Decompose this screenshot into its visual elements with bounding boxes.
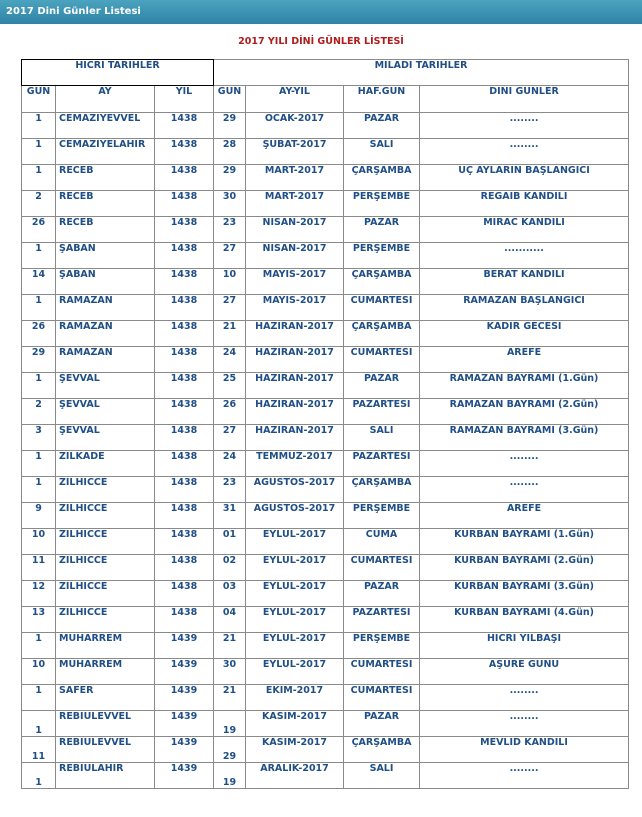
hicri-year-cell: 1438: [155, 113, 214, 139]
weekday-cell: PAZAR: [344, 373, 420, 399]
miladi-day-cell: 23: [214, 217, 246, 243]
hicri-year-cell: 1438: [155, 139, 214, 165]
weekday-cell: CUMARTESİ: [344, 659, 420, 685]
miladi-day-cell: 26: [214, 399, 246, 425]
hicri-month-cell: RAMAZAN: [56, 347, 155, 373]
hicri-month-cell: REBİÜLEVVEL: [56, 711, 155, 737]
table-row: [22, 321, 629, 347]
month-year-cell: HAZİRAN-2017: [246, 347, 344, 373]
miladi-day-cell: 03: [214, 581, 246, 607]
month-year-cell: AĞUSTOS-2017: [246, 503, 344, 529]
miladi-day-cell: 29: [214, 165, 246, 191]
hicri-dates-group-header: HİCRİ TARİHLER: [22, 60, 214, 86]
religious-day-cell: ...........: [420, 243, 629, 269]
table-row: [22, 477, 629, 503]
hicri-month-cell: ZİLHİCCE: [56, 581, 155, 607]
miladi-day-cell: 21: [214, 633, 246, 659]
month-year-cell: ARALIK-2017: [246, 763, 344, 789]
table-body: [22, 113, 629, 789]
table-row: [22, 295, 629, 321]
weekday-cell: PAZARTESİ: [344, 399, 420, 425]
weekday-cell: PAZAR: [344, 113, 420, 139]
religious-day-cell: BERAT KANDİLİ: [420, 269, 629, 295]
religious-day-cell: ........: [420, 113, 629, 139]
weekday-cell: PAZAR: [344, 217, 420, 243]
hicri-month-cell: ZİLHİCCE: [56, 477, 155, 503]
hicri-month-cell: RECEB: [56, 191, 155, 217]
table-row: [22, 165, 629, 191]
month-year-cell: EYLÜL-2017: [246, 659, 344, 685]
religious-day-cell: RAMAZAN BAYRAMI (2.Gün): [420, 399, 629, 425]
religious-day-cell: ........: [420, 685, 629, 711]
weekday-cell: PAZAR: [344, 581, 420, 607]
month-year-cell: AĞUSTOS-2017: [246, 477, 344, 503]
miladi-day-cell: 31: [214, 503, 246, 529]
hicri-year-cell: 1438: [155, 581, 214, 607]
hicri-month-cell: MUHARREM: [56, 659, 155, 685]
hicri-year-cell: 1438: [155, 373, 214, 399]
religious-day-cell: RAMAZAN BAYRAMI (3.Gün): [420, 425, 629, 451]
hicri-day-cell: 12: [22, 581, 56, 607]
hicri-month-cell: RECEB: [56, 217, 155, 243]
religious-day-cell: RAMAZAN BAŞLANGICI: [420, 295, 629, 321]
religious-days-table: [21, 59, 629, 789]
hicri-month-cell: RECEB: [56, 165, 155, 191]
weekday-cell: SALI: [344, 425, 420, 451]
hicri-year-cell: 1439: [155, 763, 214, 789]
month-year-cell: EYLÜL-2017: [246, 633, 344, 659]
religious-day-cell: ........: [420, 477, 629, 503]
hicri-year-cell: 1438: [155, 555, 214, 581]
miladi-day-cell: 30: [214, 659, 246, 685]
miladi-day-cell: 29: [214, 737, 246, 763]
hicri-month-cell: SAFER: [56, 685, 155, 711]
table-row: [22, 451, 629, 477]
month-year-cell: KASIM-2017: [246, 737, 344, 763]
month-year-cell: HAZİRAN-2017: [246, 373, 344, 399]
hicri-day-cell: 1: [22, 295, 56, 321]
hicri-day-cell: 26: [22, 217, 56, 243]
table-row: [22, 191, 629, 217]
miladi-day-cell: 29: [214, 113, 246, 139]
month-year-cell: MART-2017: [246, 191, 344, 217]
table-row: [22, 607, 629, 633]
hicri-month-cell: ZİLHİCCE: [56, 607, 155, 633]
month-year-cell: OCAK-2017: [246, 113, 344, 139]
table-row: [22, 555, 629, 581]
month-year-cell: NİSAN-2017: [246, 217, 344, 243]
table-row: [22, 347, 629, 373]
column-header-weekday: HAF.GÜN: [344, 86, 420, 113]
weekday-cell: PERŞEMBE: [344, 633, 420, 659]
weekday-cell: PAZARTESİ: [344, 451, 420, 477]
hicri-day-cell: 10: [22, 529, 56, 555]
weekday-cell: CUMARTESİ: [344, 295, 420, 321]
table-row: [22, 763, 629, 789]
weekday-cell: ÇARŞAMBA: [344, 737, 420, 763]
miladi-day-cell: 02: [214, 555, 246, 581]
religious-day-cell: KURBAN BAYRAMI (1.Gün): [420, 529, 629, 555]
hicri-month-cell: ZİLHİCCE: [56, 555, 155, 581]
hicri-month-cell: REBİÜLEVVEL: [56, 737, 155, 763]
religious-day-cell: KURBAN BAYRAMI (4.Gün): [420, 607, 629, 633]
table-row: [22, 581, 629, 607]
weekday-cell: CUMA: [344, 529, 420, 555]
hicri-year-cell: 1438: [155, 165, 214, 191]
month-year-cell: MAYIS-2017: [246, 269, 344, 295]
miladi-day-cell: 27: [214, 295, 246, 321]
religious-day-cell: ........: [420, 711, 629, 737]
weekday-cell: PERŞEMBE: [344, 243, 420, 269]
table-row: [22, 711, 629, 737]
table-row: [22, 737, 629, 763]
hicri-year-cell: 1439: [155, 711, 214, 737]
miladi-day-cell: 28: [214, 139, 246, 165]
hicri-day-cell: 2: [22, 191, 56, 217]
hicri-month-cell: ŞABAN: [56, 243, 155, 269]
religious-day-cell: AREFE: [420, 503, 629, 529]
religious-day-cell: KURBAN BAYRAMI (2.Gün): [420, 555, 629, 581]
hicri-year-cell: 1439: [155, 633, 214, 659]
hicri-year-cell: 1438: [155, 477, 214, 503]
miladi-day-cell: 04: [214, 607, 246, 633]
weekday-cell: PAZAR: [344, 711, 420, 737]
hicri-month-cell: CEMAZİYELAHİR: [56, 139, 155, 165]
month-year-cell: EYLÜL-2017: [246, 529, 344, 555]
hicri-day-cell: 1: [22, 477, 56, 503]
month-year-cell: MAYIS-2017: [246, 295, 344, 321]
hicri-day-cell: 10: [22, 659, 56, 685]
miladi-day-cell: 24: [214, 451, 246, 477]
hicri-day-cell: 3: [22, 425, 56, 451]
month-year-cell: EYLÜL-2017: [246, 607, 344, 633]
hicri-month-cell: RAMAZAN: [56, 295, 155, 321]
hicri-month-cell: ŞEVVAL: [56, 425, 155, 451]
table-row: [22, 113, 629, 139]
hicri-day-cell: 11: [22, 555, 56, 581]
weekday-cell: CUMARTESİ: [344, 685, 420, 711]
table-row: [22, 373, 629, 399]
table-row: [22, 503, 629, 529]
miladi-day-cell: 19: [214, 763, 246, 789]
column-header-month-year: AY-YIL: [246, 86, 344, 113]
weekday-cell: CUMARTESİ: [344, 347, 420, 373]
table-row: [22, 425, 629, 451]
hicri-day-cell: 9: [22, 503, 56, 529]
hicri-month-cell: RAMAZAN: [56, 321, 155, 347]
window-title: 2017 Dini Günler Listesi: [6, 6, 141, 17]
miladi-dates-group-header: MİLADİ TARİHLER: [214, 60, 629, 86]
miladi-day-cell: 01: [214, 529, 246, 555]
miladi-day-cell: 21: [214, 321, 246, 347]
miladi-day-cell: 23: [214, 477, 246, 503]
column-header-miladi-day: GÜN: [214, 86, 246, 113]
table-row: [22, 399, 629, 425]
hicri-month-cell: REBİÜLAHİR: [56, 763, 155, 789]
window-title-bar: [0, 0, 642, 24]
weekday-cell: ÇARŞAMBA: [344, 165, 420, 191]
religious-day-cell: ........: [420, 139, 629, 165]
month-year-cell: ŞUBAT-2017: [246, 139, 344, 165]
month-year-cell: KASIM-2017: [246, 711, 344, 737]
hicri-year-cell: 1438: [155, 451, 214, 477]
hicri-year-cell: 1439: [155, 659, 214, 685]
table-row: [22, 139, 629, 165]
hicri-day-cell: 1: [22, 139, 56, 165]
hicri-year-cell: 1438: [155, 295, 214, 321]
hicri-day-cell: 1: [22, 243, 56, 269]
weekday-cell: ÇARŞAMBA: [344, 321, 420, 347]
month-year-cell: HAZİRAN-2017: [246, 399, 344, 425]
table-row: [22, 659, 629, 685]
month-year-cell: EYLÜL-2017: [246, 555, 344, 581]
miladi-day-cell: 10: [214, 269, 246, 295]
religious-day-cell: AREFE: [420, 347, 629, 373]
miladi-day-cell: 27: [214, 243, 246, 269]
month-year-cell: EYLÜL-2017: [246, 581, 344, 607]
weekday-cell: SALI: [344, 763, 420, 789]
hicri-year-cell: 1438: [155, 607, 214, 633]
table-row: [22, 685, 629, 711]
religious-day-cell: ÜÇ AYLARIN BAŞLANGICI: [420, 165, 629, 191]
table-row: [22, 243, 629, 269]
hicri-year-cell: 1438: [155, 503, 214, 529]
hicri-year-cell: 1438: [155, 217, 214, 243]
hicri-day-cell: 11: [22, 737, 56, 763]
hicri-year-cell: 1438: [155, 191, 214, 217]
hicri-month-cell: CEMAZİYEVVEL: [56, 113, 155, 139]
hicri-year-cell: 1438: [155, 243, 214, 269]
hicri-day-cell: 1: [22, 113, 56, 139]
religious-day-cell: HİCRİ YILBAŞI: [420, 633, 629, 659]
religious-day-cell: MEVLİD KANDİLİ: [420, 737, 629, 763]
hicri-year-cell: 1438: [155, 347, 214, 373]
religious-day-cell: KADİR GECESİ: [420, 321, 629, 347]
hicri-day-cell: 1: [22, 165, 56, 191]
hicri-day-cell: 2: [22, 399, 56, 425]
religious-day-cell: AŞURE GÜNÜ: [420, 659, 629, 685]
hicri-year-cell: 1438: [155, 425, 214, 451]
miladi-day-cell: 27: [214, 425, 246, 451]
religious-day-cell: ........: [420, 763, 629, 789]
religious-day-cell: REGAİB KANDİLİ: [420, 191, 629, 217]
table-row: [22, 633, 629, 659]
religious-day-cell: MİRAC KANDİLİ: [420, 217, 629, 243]
table-row: [22, 217, 629, 243]
month-year-cell: NİSAN-2017: [246, 243, 344, 269]
weekday-cell: ÇARŞAMBA: [344, 269, 420, 295]
hicri-month-cell: ZİLHİCCE: [56, 529, 155, 555]
religious-day-cell: RAMAZAN BAYRAMI (1.Gün): [420, 373, 629, 399]
hicri-day-cell: 1: [22, 373, 56, 399]
religious-day-cell: KURBAN BAYRAMI (3.Gün): [420, 581, 629, 607]
miladi-day-cell: 24: [214, 347, 246, 373]
hicri-day-cell: 26: [22, 321, 56, 347]
month-year-cell: HAZİRAN-2017: [246, 425, 344, 451]
column-header-religious-day: DİNİ GÜNLER: [420, 86, 629, 113]
hicri-year-cell: 1439: [155, 685, 214, 711]
hicri-day-cell: 1: [22, 633, 56, 659]
hicri-month-cell: ŞEVVAL: [56, 373, 155, 399]
column-header-hicri-day: GÜN: [22, 86, 56, 113]
miladi-day-cell: 25: [214, 373, 246, 399]
column-header-hicri-year: YIL: [155, 86, 214, 113]
hicri-year-cell: 1438: [155, 269, 214, 295]
month-year-cell: EKİM-2017: [246, 685, 344, 711]
hicri-year-cell: 1439: [155, 737, 214, 763]
weekday-cell: PERŞEMBE: [344, 191, 420, 217]
weekday-cell: CUMARTESİ: [344, 555, 420, 581]
page-title: 2017 YILI DİNİ GÜNLER LİSTESİ: [238, 36, 404, 47]
hicri-year-cell: 1438: [155, 321, 214, 347]
hicri-day-cell: 14: [22, 269, 56, 295]
miladi-day-cell: 30: [214, 191, 246, 217]
hicri-day-cell: 1: [22, 685, 56, 711]
column-header-hicri-month: AY: [56, 86, 155, 113]
hicri-month-cell: ZİLHİCCE: [56, 503, 155, 529]
hicri-day-cell: 1: [22, 763, 56, 789]
table-row: [22, 529, 629, 555]
month-year-cell: MART-2017: [246, 165, 344, 191]
month-year-cell: TEMMUZ-2017: [246, 451, 344, 477]
hicri-month-cell: ŞABAN: [56, 269, 155, 295]
hicri-year-cell: 1438: [155, 529, 214, 555]
hicri-day-cell: 1: [22, 451, 56, 477]
religious-day-cell: ........: [420, 451, 629, 477]
miladi-day-cell: 19: [214, 711, 246, 737]
hicri-day-cell: 1: [22, 711, 56, 737]
miladi-day-cell: 21: [214, 685, 246, 711]
hicri-month-cell: ZİLKADE: [56, 451, 155, 477]
weekday-cell: ÇARŞAMBA: [344, 477, 420, 503]
weekday-cell: SALI: [344, 139, 420, 165]
hicri-day-cell: 29: [22, 347, 56, 373]
hicri-month-cell: ŞEVVAL: [56, 399, 155, 425]
hicri-year-cell: 1438: [155, 399, 214, 425]
hicri-day-cell: 13: [22, 607, 56, 633]
weekday-cell: PERŞEMBE: [344, 503, 420, 529]
table-row: [22, 269, 629, 295]
hicri-month-cell: MUHARREM: [56, 633, 155, 659]
weekday-cell: PAZARTESİ: [344, 607, 420, 633]
month-year-cell: HAZİRAN-2017: [246, 321, 344, 347]
